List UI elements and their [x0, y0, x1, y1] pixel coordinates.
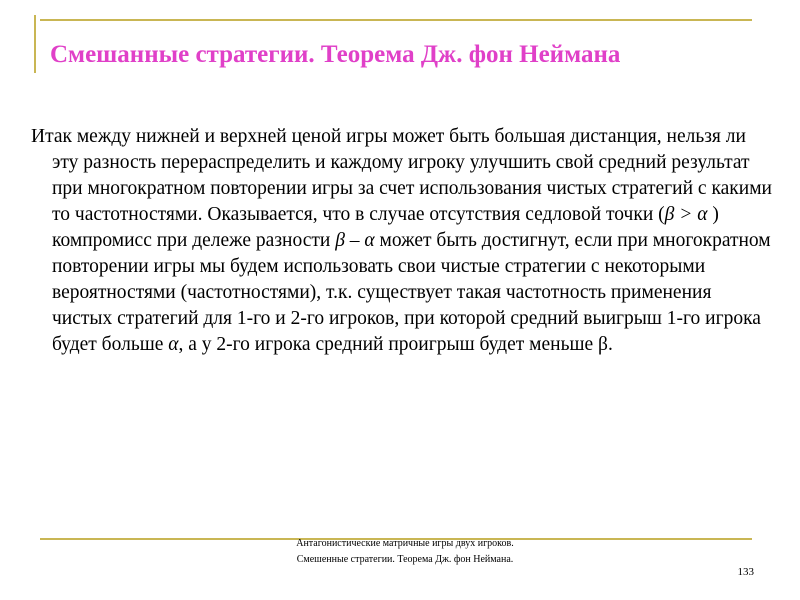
slide-body: [31, 124, 776, 358]
left-rule: [34, 15, 36, 73]
body-text-5: .: [607, 334, 613, 355]
inequality-formula: β > α: [664, 204, 708, 225]
top-rule: [40, 19, 752, 21]
beta-symbol: β: [598, 334, 608, 355]
body-text-2: ) компромисс при дележе разности: [52, 204, 719, 251]
difference-formula: β – α: [335, 230, 375, 251]
body-text-1: Итак между нижней и верхней ценой игры может быть большая дистанция, нельзя ли эту разность перераспределить и каждому игроку улучшить свой средний результат при многократном повторении игры за счет использования чистых стратегий с какими то частотностями. Оказывается, что в случае отсутствия седловой точки (: [31, 126, 772, 225]
body-text-4: , а у 2-го игрока средний проигрыш будет меньше: [178, 334, 599, 355]
alpha-symbol: α: [168, 334, 179, 355]
footer-text: Антагонистические матричные игры двух игроков. Смешенные стратегии. Теорема Дж. фон Неймана.: [296, 538, 514, 565]
slide-title: Смешанные стратегии. Теорема Дж. фон Неймана: [50, 41, 621, 68]
page-number: 133: [737, 566, 754, 578]
body-text-3: может быть достигнут, если при многократном повторении игры мы будем использовать свои чистые стратегии с некоторыми вероятностями (частотностями), т.к. существует такая частотность применения чистых стратегий для 1-го и 2-го игроков, при которой средний выигрыш 1-го игрока будет больше: [52, 230, 771, 355]
body-paragraph: [31, 124, 776, 358]
